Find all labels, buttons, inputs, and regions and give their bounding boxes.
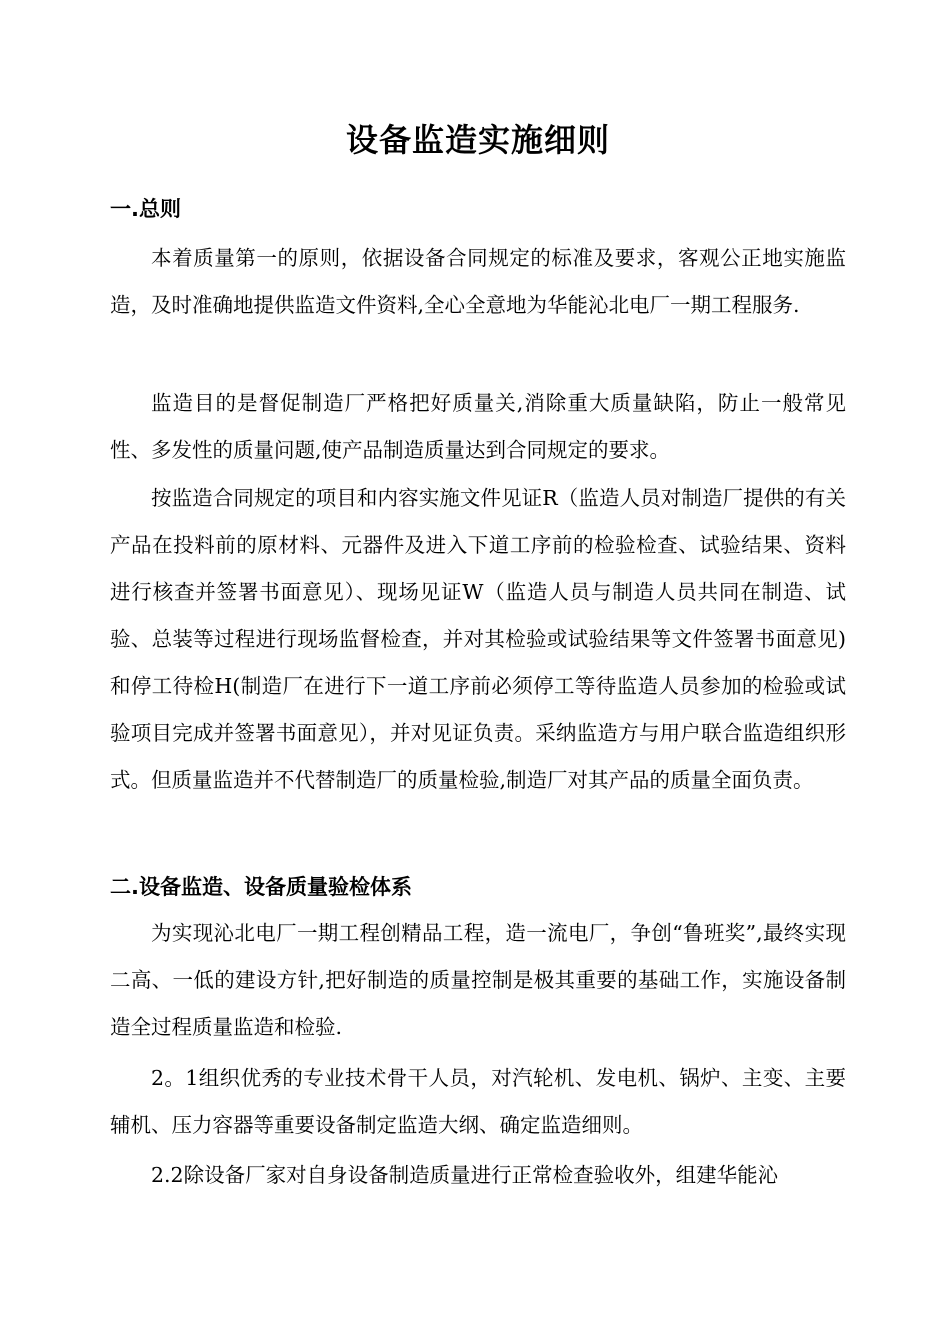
section-heading-general: 一.总则	[110, 197, 181, 221]
section-heading-supervision-system: 二.设备监造、设备质量验检体系	[110, 875, 412, 899]
document-title: 设备监造实施细则	[345, 121, 610, 159]
paragraph: 2。1组织优秀的专业技术骨干人员，对汽轮机、发电机、锅炉、主变、主要辅机、压力容器等重要设备制定监造大纲、确定监造细则。	[110, 1066, 846, 1137]
paragraph: 2.2除设备厂家对自身设备制造质量进行正常检查验收外，组建华能沁	[151, 1163, 779, 1187]
paragraph: 监造目的是督促制造厂严格把好质量关,消除重大质量缺陷，防止一般常见性、多发性的质量问题,使产品制造质量达到合同规定的要求。	[110, 391, 846, 462]
paragraph: 按监造合同规定的项目和内容实施文件见证R（监造人员对制造厂提供的有关产品在投料前的原材料、元器件及进入下道工序前的检验检查、试验结果、资料进行核查并签署书面意见）、现场见证W（监造人员与制造人员共同在制造、试验、总装等过程进行现场监督检查，并对其检验或试验结果等文件签署书面意见)和停工待检H(制造厂在进行下一道工序前必须停工等待监造人员参加的检验或试验项目完成并签署书面意见），并对见证负责。采纳监造方与用户联合监造组织形式。但质量监造并不代替制造厂的质量检验,制造厂对其产品的质量全面负责。	[110, 486, 846, 792]
paragraph: 为实现沁北电厂一期工程创精品工程，造一流电厂，争创“鲁班奖”,最终实现二高、一低的建设方针,把好制造的质量控制是极其重要的基础工作，实施设备制造全过程质量监造和检验.	[110, 921, 846, 1039]
paragraph: 本着质量第一的原则，依据设备合同规定的标准及要求，客观公正地实施监造，及时准确地提供监造文件资料,全心全意地为华能沁北电厂一期工程服务.	[110, 246, 846, 317]
